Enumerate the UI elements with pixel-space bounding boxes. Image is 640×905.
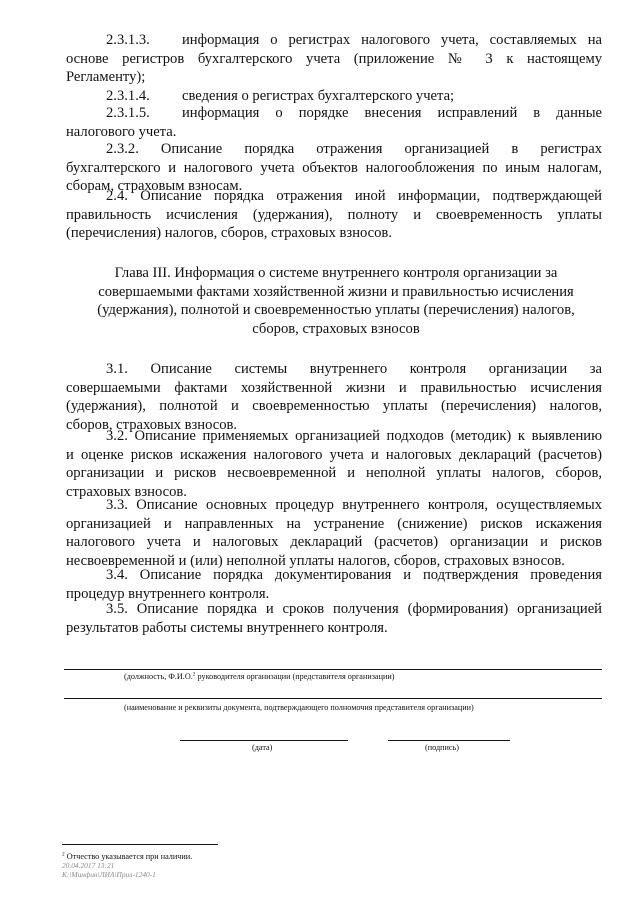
item-text-line: (удержания), полнотой и своевременностью уплаты (перечисления) налогов, [66, 398, 602, 415]
document-details-line [64, 698, 602, 699]
item-text-line: 3.3. Описание основных процедур внутреннего контроля, осуществляемых [106, 497, 602, 513]
chapter-heading [86, 264, 586, 338]
item-text-line: сборов, страховых взносов. [66, 416, 238, 433]
sign-caption: (подпись) [425, 743, 459, 752]
item-text-line: результатов работы системы внутреннего контроля. [66, 619, 388, 636]
item-text-line: бухгалтерского и налогового учета объектов налогообложения по иным налогам, [66, 159, 602, 176]
footnote-text: $^2$ Отчество указывается при наличии. [62, 851, 193, 861]
chapter-heading-line: совершаемыми фактами хозяйственной жизни и правильностью исчисления [98, 283, 574, 300]
document-caption: (наименование и реквизиты документа, подтверждающего полномочия представителя организации) [124, 703, 474, 712]
file-path-stamp: К:\Минфин\ЛИА\Прил-1240-1 [62, 870, 156, 879]
item-text-line: информация о регистрах налогового учета, составляемых на [182, 32, 602, 48]
chapter-heading-line: сборов, страховых взносов [252, 320, 420, 337]
footnote-separator [62, 844, 218, 845]
item-3-2 [66, 427, 602, 501]
item-3-3 [66, 496, 602, 570]
item-text-line: Регламенту); [66, 69, 146, 86]
item-text-line: налогового учета. [66, 123, 177, 140]
item-text-line: организацией и направленных на устранение (снижение) рисков искажения [66, 515, 602, 532]
chapter-heading-line: Глава III. Информация о системе внутреннего контроля организации за [114, 265, 558, 281]
item-3-1 [66, 360, 602, 434]
item-text-line: и оценке рисков искажения налогового учета и налоговых деклараций (расчетов) [66, 446, 602, 463]
item-text-line: процедур внутреннего контроля. [66, 585, 270, 602]
item-text-line: налогового учета и налоговых деклараций (расчетов) организации и рисков [66, 534, 602, 551]
item-text-line: совершаемыми фактами хозяйственной жизни и правильностью исчисления [66, 379, 602, 396]
item-number: 2.3.1.5. [106, 105, 150, 121]
item-text-line: сборам, страховым взносам. [66, 178, 243, 195]
item-text-line: страховых взносов. [66, 483, 187, 500]
date-line [180, 740, 348, 741]
item-text-line: (перечисления) налогов, сборов, страховых взносов. [66, 225, 392, 242]
chapter-heading-line: (удержания), полнотой и своевременностью уплаты (перечисления) налогов, [97, 302, 575, 319]
item-text-line: 2.4. Описание порядка отражения иной информации, подтверждающей [106, 188, 602, 204]
position-caption: (должность, Ф.И.О.$^2$ руководителя организации (представителя организации) [124, 671, 395, 681]
item-2-3-1-4 [66, 87, 602, 106]
print-timestamp: 20.04.2017 13:21 [62, 861, 115, 870]
item-text-line: несвоевременной и (или) неполной уплаты налогов, сборов, страховых взносов. [66, 552, 565, 569]
item-text-line: 2.3.2. Описание порядка отражения организацией в регистрах [106, 141, 602, 157]
item-text-line: основе регистров бухгалтерского учета (приложение № 3 к настоящему [66, 50, 602, 67]
item-text-line: организации и рисков несвоевременной и неполной уплаты налогов, сборов, [66, 465, 602, 482]
position-signature-line [64, 669, 602, 670]
date-caption: (дата) [252, 743, 273, 752]
item-text-line: 3.4. Описание порядка документирования и подтверждения проведения [106, 567, 602, 583]
sign-line [388, 740, 510, 741]
item-3-5 [66, 600, 602, 637]
item-2-3-1-5 [66, 104, 602, 141]
item-2-3-1-3 [66, 31, 602, 87]
item-text-line: 3.1. Описание системы внутреннего контроля организации за [106, 361, 602, 377]
item-2-4 [66, 187, 602, 243]
item-3-4 [66, 566, 602, 603]
item-text-line: сведения о регистрах бухгалтерского учета; [182, 88, 455, 104]
footnote [62, 852, 192, 879]
item-text-line: информация о порядке внесения исправлений в данные [182, 105, 602, 121]
item-text-line: 3.2. Описание применяемых организацией подходов (методик) к выявлению [106, 428, 602, 444]
item-number: 2.3.1.4. [106, 88, 150, 104]
item-text-line: правильность исчисления (удержания), полноту и своевременность уплаты [66, 206, 602, 223]
item-number: 2.3.1.3. [106, 32, 150, 48]
item-text-line: 3.5. Описание порядка и сроков получения (формирования) организацией [106, 601, 602, 617]
